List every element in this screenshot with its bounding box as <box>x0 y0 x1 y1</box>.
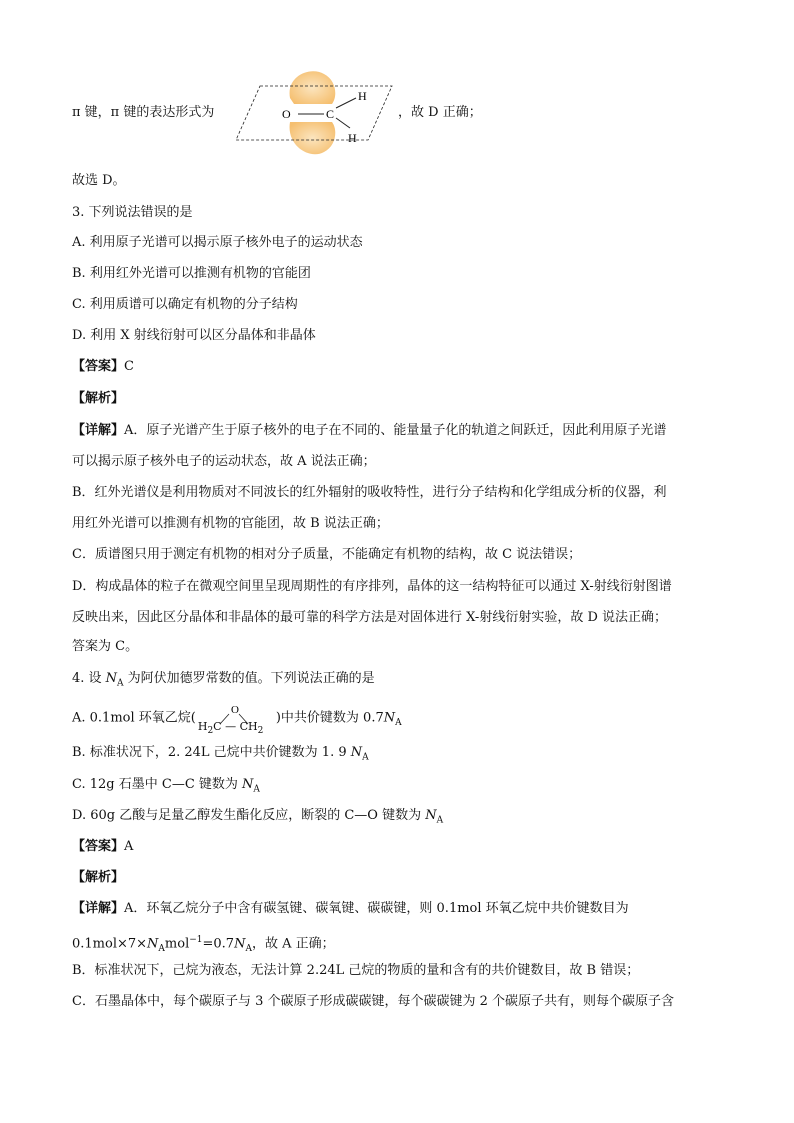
q3-stem: 3. 下列说法错误的是 <box>72 205 193 220</box>
q4-answer-label: 【答案】 <box>72 839 125 854</box>
q4-detail-a1-text: A．环氧乙烷分子中含有碳氢键、碳氧键、碳碳键，则 0.1mol 环氧乙烷中共价键数目为 <box>124 901 629 916</box>
epoxide-O: O <box>230 704 239 716</box>
q4-detail-label: 【详解】 <box>72 901 125 916</box>
na-subscript: A <box>117 678 124 689</box>
q4-answer <box>72 838 133 856</box>
q3-detail-b1: B．红外光谱仪是利用物质对不同波长的红外辐射的吸收特性，进行分子结构和化学组成分析的仪器，利 <box>72 485 667 500</box>
epoxyethane-structure <box>196 704 276 737</box>
q3-conclusion: 答案为 C。 <box>72 639 139 654</box>
q3-detail-b2: 用红外光谱可以推测有机物的官能团，故 B 说法正确； <box>72 516 389 531</box>
q3-answer-label: 【答案】 <box>72 359 125 374</box>
atom-C: C <box>326 107 335 121</box>
q3-option-a: A. 利用原子光谱可以揭示原子核外电子的运动状态 <box>72 235 363 250</box>
q4-stem-prefix: 4. 设 <box>72 671 106 686</box>
q3-detail-d1: D．构成晶体的粒子在微观空间里呈现周期性的有序排列，晶体的这一结构特征可以通过 X-射线衍射图谱 <box>72 579 672 594</box>
pi-bond-diagram <box>232 68 396 164</box>
q4-option-c: C. 12g 石墨中 C—C 键数为 $N_A$ <box>72 777 260 795</box>
q3-detail-c: C．质谱图只用于测定有机物的相对分子质量，不能确定有机物的结构，故 C 说法错误； <box>72 547 582 562</box>
q3-detail-a1-text: A．原子光谱产生于原子核外的电子在不同的、能量量子化的轨道之间跃迁，因此利用原子光谱 <box>124 423 667 438</box>
atom-O: O <box>282 107 291 121</box>
q3-option-d: D. 利用 X 射线衍射可以区分晶体和非晶体 <box>72 328 316 343</box>
atom-H-lower: H <box>348 131 357 145</box>
q4-detail-c: C．石墨晶体中，每个碳原子与 3 个碳原子形成碳碳键，每个碳碳键为 2 个碳原子共有，则每个碳原子含 <box>72 994 675 1009</box>
q3-detail-d2: 反映出来，因此区分晶体和非晶体的最可靠的科学方法是对固体进行 X-射线衍射实验，故 D 说法正确； <box>72 610 668 625</box>
q4-option-c-text: C. 12g 石墨中 C—C 键数为 <box>72 777 243 792</box>
epoxide-bottom: $H_2C$ — $CH_2$ <box>197 720 264 737</box>
na-symbol: N <box>105 671 118 686</box>
pi-bond-suffix-line <box>398 104 482 122</box>
q3-answer <box>72 358 134 376</box>
q4-detail-a2: $0.1mol\times 7\times N_Amol^{-1}=0.7N_A$，故 A 正确； <box>72 935 335 954</box>
q3-detail-label: 【详解】 <box>72 423 125 438</box>
q3-option-b: B. 利用红外光谱可以推测有机物的官能团 <box>72 266 311 281</box>
q3-detail-a2: 可以揭示原子核外电子的运动状态，故 A 说法正确； <box>72 454 376 469</box>
q4-answer-value: A <box>124 839 134 854</box>
q4-detail-a1 <box>72 900 629 918</box>
pi-bond-suffix: ，故 D 正确； <box>398 105 482 120</box>
pi-bond-svg <box>232 68 396 160</box>
q3-analysis-label: 【解析】 <box>72 391 125 406</box>
pi-orbital-upper-lobe <box>290 71 336 104</box>
q4-option-a-prefix: A. 0.1mol 环氧乙烷( <box>72 710 196 726</box>
q4-stem <box>72 670 375 693</box>
q4-stem-suffix: 为阿伏加德罗常数的值。下列说法正确的是 <box>123 671 375 686</box>
pi-orbital-lower-lobe <box>290 122 336 154</box>
top-conclusion: 故选 D。 <box>72 173 126 188</box>
q4-option-a-suffix: )中共价键数为 0.7 <box>275 710 384 726</box>
pi-bond-prefix: π 键，π 键的表达形式为 <box>72 105 215 120</box>
q4-option-d: D. 60g 乙酸与足量乙醇发生酯化反应，断裂的 C—O 键数为 $N_A$ <box>72 808 444 826</box>
atom-H-upper: H <box>358 89 367 103</box>
q4-option-b-text: B. 标准状况下，2. 24L 己烷中共价键数为 1. 9 <box>72 745 351 760</box>
q4-option-a: A. 0.1mol 环氧乙烷( O $H_2C$ — $CH_2$ )中共价键数为 $0.7N_A$ <box>72 704 402 732</box>
q4-option-d-text: D. 60g 乙酸与足量乙醇发生酯化反应，断裂的 C—O 键数为 <box>72 808 426 823</box>
q3-answer-value: C <box>124 359 134 374</box>
q3-detail-a1 <box>72 422 666 440</box>
q4-detail-b: B．标准状况下，己烷为液态，无法计算 2.24L 己烷的物质的量和含有的共价键数目，故 B 错误； <box>72 963 640 978</box>
q3-option-c: C. 利用质谱可以确定有机物的分子结构 <box>72 297 298 312</box>
q4-analysis-label: 【解析】 <box>72 870 125 885</box>
pi-bond-text <box>72 104 214 122</box>
q4-option-b: B. 标准状况下，2. 24L 己烷中共价键数为 1. 9 $N_A$ <box>72 745 369 763</box>
